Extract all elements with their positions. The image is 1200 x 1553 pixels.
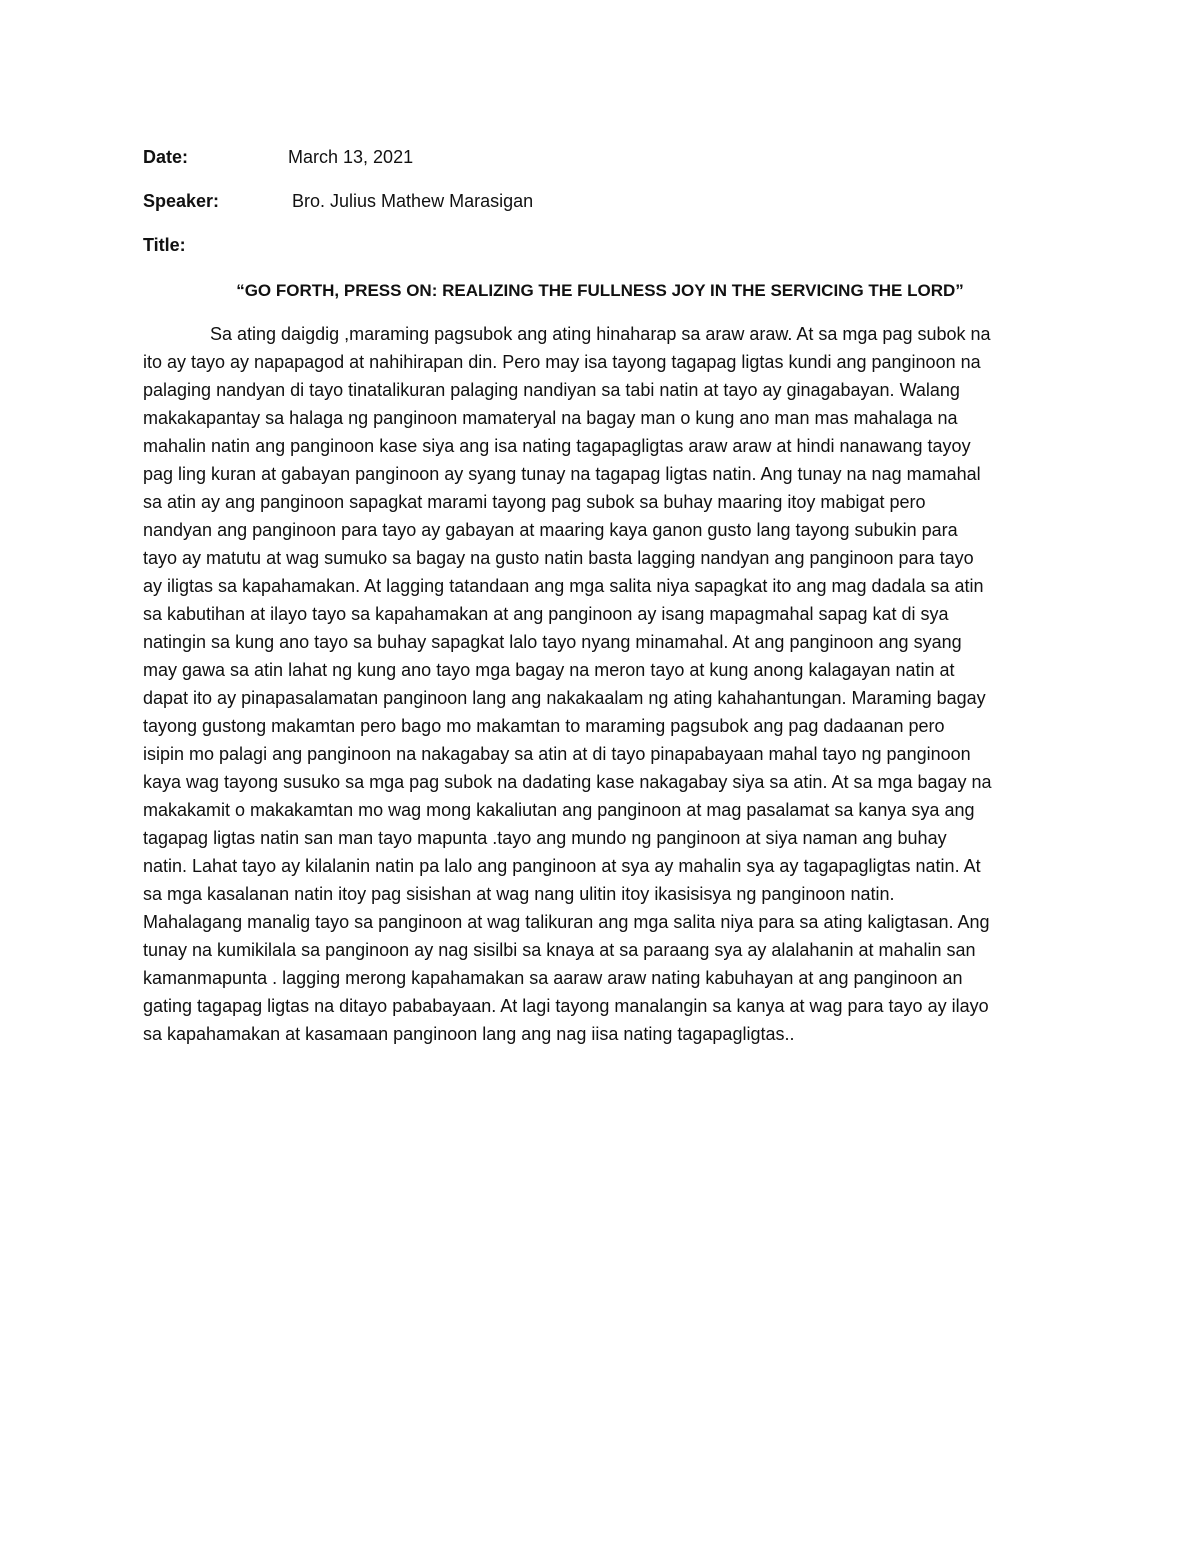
speaker-value: Bro. Julius Mathew Marasigan bbox=[292, 191, 534, 211]
body-line: palaging nandyan di tayo tinatalikuran palaging nandiyan sa tabi natin at tayo ay ginagabayan. Walang bbox=[143, 380, 960, 400]
body-line: natin. Lahat tayo ay kilalanin natin pa lalo ang panginoon at sya ay mahalin sya ay tagapagligtas natin. At bbox=[143, 856, 981, 876]
body-line: mahalin natin ang panginoon kase siya ang isa nating tagapagligtas araw araw at hindi nanawang tayoy bbox=[143, 436, 971, 456]
title-label: Title: bbox=[143, 235, 186, 255]
body-line: tagapag ligtas natin san man tayo mapunta .tayo ang mundo ng panginoon at siya naman ang buhay bbox=[143, 828, 947, 848]
body-line: sa kapahamakan at kasamaan panginoon lang ang nag iisa nating tagapagligtas.. bbox=[143, 1024, 795, 1044]
body-line: pag ling kuran at gabayan panginoon ay syang tunay na tagapag ligtas natin. Ang tunay na nag mamahal bbox=[143, 464, 981, 484]
body-line: kamanmapunta . lagging merong kapahamakan sa aaraw araw nating kabuhayan at ang panginoon an bbox=[143, 968, 963, 988]
date-row bbox=[143, 146, 413, 168]
body-line: natingin sa kung ano tayo sa buhay sapagkat lalo tayo nyang minamahal. At ang panginoon ang syang bbox=[143, 632, 962, 652]
body-line: sa atin ay ang panginoon sapagkat marami tayong pag subok sa buhay maaring itoy mabigat pero bbox=[143, 492, 926, 512]
body-line: isipin mo palagi ang panginoon na nakagabay sa atin at di tayo pinapabayaan mahal tayo ng panginoon bbox=[143, 744, 971, 764]
speaker-row bbox=[143, 190, 533, 212]
body-line: kaya wag tayong susuko sa mga pag subok na dadating kase nakagabay siya sa atin. At sa mga bagay na bbox=[143, 772, 992, 792]
body-line: sa mga kasalanan natin itoy pag sisishan at wag nang ulitin itoy ikasisisya ng panginoon natin. bbox=[143, 884, 895, 904]
speaker-label: Speaker: bbox=[143, 191, 220, 211]
body-line: gating tagapag ligtas na ditayo pababayaan. At lagi tayong manalangin sa kanya at wag para tayo ay ilayo bbox=[143, 996, 989, 1016]
sermon-title: “GO FORTH, PRESS ON: REALIZING THE FULLNESS JOY IN THE SERVICING THE LORD” bbox=[236, 281, 964, 300]
body-line: Mahalagang manalig tayo sa panginoon at wag talikuran ang mga salita niya para sa ating kaligtasan. Ang bbox=[143, 912, 990, 932]
body-line: tayong gustong makamtan pero bago mo makamtan to maraming pagsubok ang pag dadaanan pero bbox=[143, 716, 945, 736]
sermon-body bbox=[143, 320, 1063, 1048]
body-line: makakapantay sa halaga ng panginoon mamateryal na bagay man o kung ano man mas mahalaga na bbox=[143, 408, 958, 428]
body-line: dapat ito ay pinapasalamatan panginoon lang ang nakakaalam ng ating kahahantungan. Maraming bagay bbox=[143, 688, 986, 708]
body-line: ay iligtas sa kapahamakan. At lagging tatandaan ang mga salita niya sapagkat ito ang mag dadala sa atin bbox=[143, 576, 984, 596]
body-line: makakamit o makakamtan mo wag mong kakaliutan ang panginoon at mag pasalamat sa kanya sya ang bbox=[143, 800, 975, 820]
body-line: may gawa sa atin lahat ng kung ano tayo mga bagay na meron tayo at kung anong kalagayan natin at bbox=[143, 660, 955, 680]
body-line: ito ay tayo ay napapagod at nahihirapan din. Pero may isa tayong tagapag ligtas kundi ang panginoon na bbox=[143, 352, 981, 372]
body-line: nandyan ang panginoon para tayo ay gabayan at maaring kaya ganon gusto lang tayong subukin para bbox=[143, 520, 958, 540]
date-label: Date: bbox=[143, 147, 189, 167]
body-line: Sa ating daigdig ,maraming pagsubok ang ating hinaharap sa araw araw. At sa mga pag subok na bbox=[210, 324, 991, 344]
body-line: tayo ay matutu at wag sumuko sa bagay na gusto natin basta lagging nandyan ang panginoon para tayo bbox=[143, 548, 974, 568]
body-line: sa kabutihan at ilayo tayo sa kapahamakan at ang panginoon ay isang mapagmahal sapag kat di sya bbox=[143, 604, 949, 624]
date-value: March 13, 2021 bbox=[288, 147, 414, 167]
title-row bbox=[143, 234, 283, 256]
body-line: tunay na kumikilala sa panginoon ay nag sisilbi sa knaya at sa paraang sya ay alalahanin at mahalin san bbox=[143, 940, 976, 960]
